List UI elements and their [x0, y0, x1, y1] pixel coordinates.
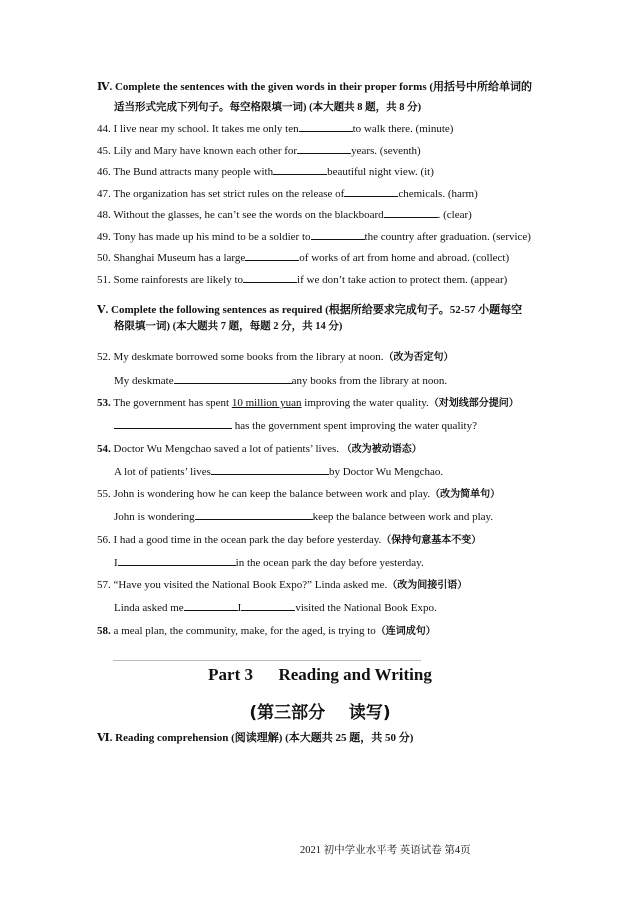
q-num: 53.: [97, 397, 111, 409]
answer-blank[interactable]: [311, 229, 365, 240]
question-58: [97, 624, 436, 639]
sub-text: in the ocean park the day before yesterday.: [235, 557, 424, 569]
answer-blank[interactable]: [184, 600, 238, 611]
q-num: 47.: [97, 188, 111, 200]
q-text: Doctor Wu Mengchao saved a lot of patients’ lives.: [113, 443, 342, 455]
q-text: My deskmate borrowed some books from the library at noon.: [113, 351, 384, 363]
sub-text: I: [114, 557, 118, 569]
section-6-header: [97, 731, 413, 745]
answer-blank[interactable]: [245, 250, 299, 261]
section-4-header-cont: [114, 101, 421, 115]
header-line: 格限填一词) (本大题共 7 题，每题 2 分，共 14 分): [114, 321, 343, 332]
answer-blank[interactable]: [297, 143, 351, 154]
answer-line-53: [114, 418, 477, 433]
answer-blank[interactable]: [384, 207, 438, 218]
q-requirement: （连词成句）: [375, 626, 436, 637]
q-num: 45.: [97, 145, 111, 157]
header-line: Ⅵ. Reading comprehension (阅读理解) (本大题共 25 题，共 50 分): [97, 732, 414, 744]
header-line: 适当形式完成下列句子。每空格限填一词) (本大题共 8 题，共 8 分): [114, 102, 422, 113]
q-num: 44.: [97, 123, 111, 135]
q-text: The government has spent: [113, 397, 232, 409]
sub-text: Linda asked me: [114, 602, 184, 614]
section-5-header: [97, 303, 522, 317]
q-text: Some rainforests are likely to: [113, 274, 244, 286]
question-45: [97, 143, 421, 158]
answer-line-58[interactable]: [113, 660, 421, 661]
section-4-header: [97, 80, 532, 94]
answer-blank[interactable]: [241, 600, 295, 611]
question-49: [97, 229, 531, 244]
q-num: 58.: [97, 625, 111, 637]
answer-blank[interactable]: [273, 164, 327, 175]
q-num: 48.: [97, 209, 111, 221]
q-text: of works of art from home and abroad. (collect): [299, 252, 510, 264]
q-text: the country after graduation. (service): [364, 231, 531, 243]
q-text: I live near my school. It takes me only ten: [113, 123, 299, 135]
q-requirement: （改为间接引语）: [387, 580, 468, 591]
question-56: [97, 533, 481, 548]
underlined-part: 10 million yuan: [231, 397, 302, 409]
q-text: improving the water quality.: [301, 397, 429, 409]
q-num: 54.: [97, 443, 111, 455]
sub-text: keep the balance between work and play.: [312, 511, 494, 523]
q-text: . (clear): [437, 209, 472, 221]
header-line: Ⅴ. Complete the following sentences as required (根据所给要求完成句子。52-57 小题每空: [97, 304, 523, 316]
q-text: a meal plan, the community, make, for the aged, is trying to: [113, 625, 376, 637]
section-5-header-cont: [114, 320, 342, 334]
answer-blank[interactable]: [299, 121, 353, 132]
q-text: The Bund attracts many people with: [113, 166, 274, 178]
q-text: years. (seventh): [351, 145, 421, 157]
q-requirement: （改为被动语态）: [341, 444, 422, 455]
question-46: [97, 164, 434, 179]
q-num: 57.: [97, 579, 111, 591]
sub-text: John is wondering: [114, 511, 195, 523]
question-44: [97, 121, 453, 136]
question-55: [97, 487, 500, 502]
question-50: [97, 250, 509, 265]
question-54: [97, 442, 422, 457]
q-num: 49.: [97, 231, 111, 243]
sub-text: I: [237, 602, 242, 614]
q-requirement: （改为否定句）: [383, 352, 454, 363]
answer-blank[interactable]: [243, 272, 297, 283]
answer-blank[interactable]: [195, 509, 313, 520]
question-53: [97, 396, 519, 411]
q-text: The organization has set strict rules on the release of: [113, 188, 345, 200]
answer-blank[interactable]: [211, 464, 329, 475]
q-text: chemicals. (harm): [398, 188, 478, 200]
answer-line-57: [114, 600, 437, 615]
question-57: [97, 578, 467, 593]
question-47: [97, 186, 478, 201]
sub-text: by Doctor Wu Mengchao.: [328, 466, 444, 478]
q-num: 52.: [97, 351, 111, 363]
answer-line-55: [114, 509, 493, 524]
q-text: I had a good time in the ocean park the day before yesterday.: [113, 534, 382, 546]
q-text: to walk there. (minute): [352, 123, 454, 135]
q-requirement: （改为简单句）: [430, 489, 501, 500]
question-52: [97, 350, 454, 365]
header-line: Ⅳ. Complete the sentences with the given words in their proper forms (用括号中所给单词的: [97, 81, 533, 93]
answer-blank[interactable]: [114, 418, 232, 429]
q-text: beautiful night view. (it): [327, 166, 434, 178]
q-text: “Have you visited the National Book Expo?” Linda asked me.: [113, 579, 388, 591]
sub-text: visited the National Book Expo.: [295, 602, 437, 614]
q-text: Shanghai Museum has a large: [113, 252, 246, 264]
sub-text: My deskmate: [114, 375, 174, 387]
q-requirement: （保持句意基本不变）: [381, 535, 482, 546]
sub-text: has the government spent improving the water quality?: [232, 420, 477, 432]
sub-text: A lot of patients’ lives: [114, 466, 211, 478]
q-text: Without the glasses, he can’t see the words on the blackboard: [113, 209, 384, 221]
answer-line-56: [114, 555, 424, 570]
answer-blank[interactable]: [344, 186, 398, 197]
part-3-title: Part 3 Reading and Writing: [208, 665, 432, 684]
q-num: 50.: [97, 252, 111, 264]
q-requirement: （对划线部分提问）: [428, 398, 519, 409]
q-text: Lily and Mary have known each other for: [113, 145, 298, 157]
part-3-subtitle: (第三部分 读写): [249, 703, 391, 723]
answer-blank[interactable]: [174, 373, 292, 384]
q-num: 51.: [97, 274, 111, 286]
answer-line-52: [114, 373, 447, 388]
q-num: 55.: [97, 488, 111, 500]
q-text: John is wondering how he can keep the balance between work and play.: [113, 488, 431, 500]
q-num: 46.: [97, 166, 111, 178]
question-51: [97, 272, 507, 287]
q-num: 56.: [97, 534, 111, 546]
sub-text: any books from the library at noon.: [291, 375, 448, 387]
page-footer: 2021 初中学业水平考 英语试卷 第4页: [300, 845, 471, 856]
answer-blank[interactable]: [118, 555, 236, 566]
question-48: [97, 207, 472, 222]
q-text: if we don’t take action to protect them. (appear): [297, 274, 508, 286]
answer-line-54: [114, 464, 443, 479]
q-text: Tony has made up his mind to be a soldier to: [113, 231, 311, 243]
